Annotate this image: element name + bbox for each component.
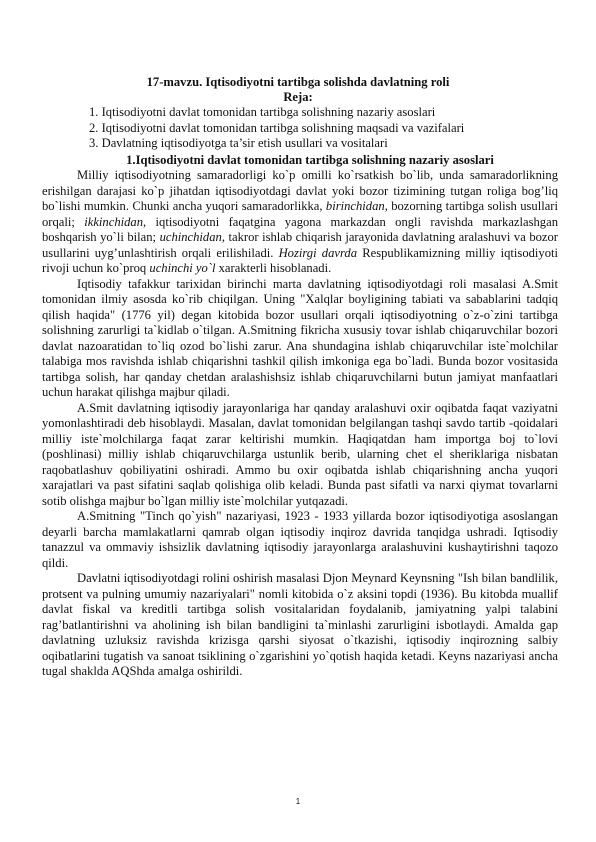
plan-item: 1. Iqtisodiyotni davlat tomonidan tartibga solishning nazariy asoslari (89, 105, 436, 119)
text-run: xarakterli hisoblanadi. (215, 261, 332, 275)
plan-item: 3. Davlatning iqtisodiyotga ta’sir etish usullari va vositalari (89, 136, 388, 150)
plan-heading: Reja: (283, 90, 313, 104)
italic-phrase: uchinchi yo`l (149, 261, 216, 275)
text-run: Milliy iqtisodiyotning samaradorligi ko`p omilli ko`rsatkish bo`lib, unda samaradorlikning erishilgan darajasi ko`p jihatdan iqtisodiyotdagi davlat yoki bozor tizimining tutgan roliga bog’liq bo`lishi mumkin. Chunki ancha yuqori samaradorlikka, (42, 168, 558, 213)
section-heading: 1.Iqtisodiyotni davlat tomonidan tartibga solishning nazariy asoslari (126, 153, 494, 167)
plan-item: 2. Iqtisodiyotni davlat tomonidan tartibga solishning maqsadi va vazifalari (89, 120, 465, 135)
text-run: Davlatni iqtisodiyotdagi rolini oshirish masalasi Djon Meynard Keynsning "Ish bilan bandlilik, protsent va pulning umumiy nazariyalari" nomli kitobida o`z aksini topdi (1936). Bu kitobda muallif davlat fiskal va kreditli tartibga solish vositalaridan foydalanib, jamiyatning yalpi talabini rag’batlantirishni va aholining ish bilan bandligini ta`minlashi zarurligini isbotlaydi. Amalda gap davlatning uzluksiz ravishda krizisga qarshi siyosat o`tkazishi, iqtisodiy inqirozning salbiy oqibatlarini tugatish va sanoat tsiklining o`zgarishini yo`qotish haqida ketadi. Keyns nazariyasi ancha tugal shaklda AQShda amalga oshirildi. (42, 571, 558, 678)
body-paragraph (42, 168, 558, 277)
text-run: , bozorning tartibga solish usullari orqali; (42, 199, 558, 229)
italic-phrase: birinchidan (325, 199, 385, 213)
plan-list (89, 105, 464, 152)
body-paragraph (42, 277, 558, 401)
page-number: 1 (295, 797, 301, 806)
text-run: A.Smit davlatning iqtisodiy jarayonlariga har qanday aralashuvi oxir oqibatda faqat vaziyatni yomonlashtiradi deb hisoblaydi. Masalan, davlat tomonidan belgilangan tashqi savdo tartib -qoidalari milliy iste`molchilarga faqat zarar keltirishi mumkin. Haqiqatdan ham importga boj to`lovi (poshlinasi) milliy ishlab chiqaruvchilarga ustunlik berib, ularning chet el sheriklariga nisbatan raqobatlashuv qobiliyatini oshiradi. Ammo bu oxir oqibatda ishlab chiqarishning ancha yuqori xarajatlari va past sifatini saqlab qolishiga olib keladi. Bunda past sifatli va narxi qiymat tovarlarni sotib olishga majbur bo`lgan milliy iste`molchilar yutqazadi. (42, 400, 558, 508)
text-run: Iqtisodiy tafakkur tarixidan birinchi marta davlatning iqtisodiyotdagi roli masalasi A.Smit tomonidan ilmiy asosda ko`rib chiqilgan. Uning "Xalqlar boyligining tabiati va sabablarini tadqiq qilish haqida" (1776 yil) degan kitobida bozor usullari orqali iqtisodiyotning o`z-o`zini tartibga solishning zarurligi ta`kidlab o`tilgan. A.Smitning fikricha xususiy tovar ishlab chiqaruvchilar bozori davlat nazoaratidan to`liq ozod bo`lishi zarur. Ana shundagina ishlab chiqaruvchilar iste`molchilar talabiga mos ravishda ishlab chiqarishni tashkil qilish imkoniga ega bo`ladi. Bunda bozor vositasida tartibga solish, har qanday chetdan aralashishsiz ishlab chiqaruvchilarni butun jamiyat manfaatlari uchun harakat qilishga majbur qiladi. (42, 276, 558, 399)
italic-phrase: ikkinchidan (84, 214, 144, 229)
text-run: , iqtisodiyotni faqatgina yagona markazdan ongli ravishda markazlashgan boshqarish yo`li bilan; (42, 214, 558, 244)
page-title: 17-mavzu. Iqtisodiyotni tartibga solishda davlatning roli (146, 75, 450, 89)
italic-phrase: Hozirgi davrda (278, 245, 358, 260)
text-run: A.Smitning "Tinch qo`yish" nazariyasi, 1923 - 1933 yillarda bozor iqtisodiyotiga asoslangan deyarli barcha mamlakatlarni qamrab olgan iqtisodiy inqiroz davrida tanqidga ushradi. Iqtisodiy tanazzul va ommaviy ishsizlik davlatning iqtisodiy jarayonlarga aralashuvini kushaytirishni taqozo qildi. (42, 509, 558, 570)
text-run: , takror ishlab chiqarish jarayonida davlatning aralashuvi va bozor usullarini uyg’unlashtirish orqali erilishiladi. (42, 230, 558, 260)
body-paragraph (42, 571, 558, 680)
italic-phrase: uchinchidan (159, 230, 222, 244)
body-text (42, 168, 558, 680)
body-paragraph (42, 509, 558, 571)
text-run: Respublikamizning milliy iqtisodiyoti rivoji uchun ko`proq (42, 245, 558, 275)
body-paragraph (42, 401, 558, 510)
